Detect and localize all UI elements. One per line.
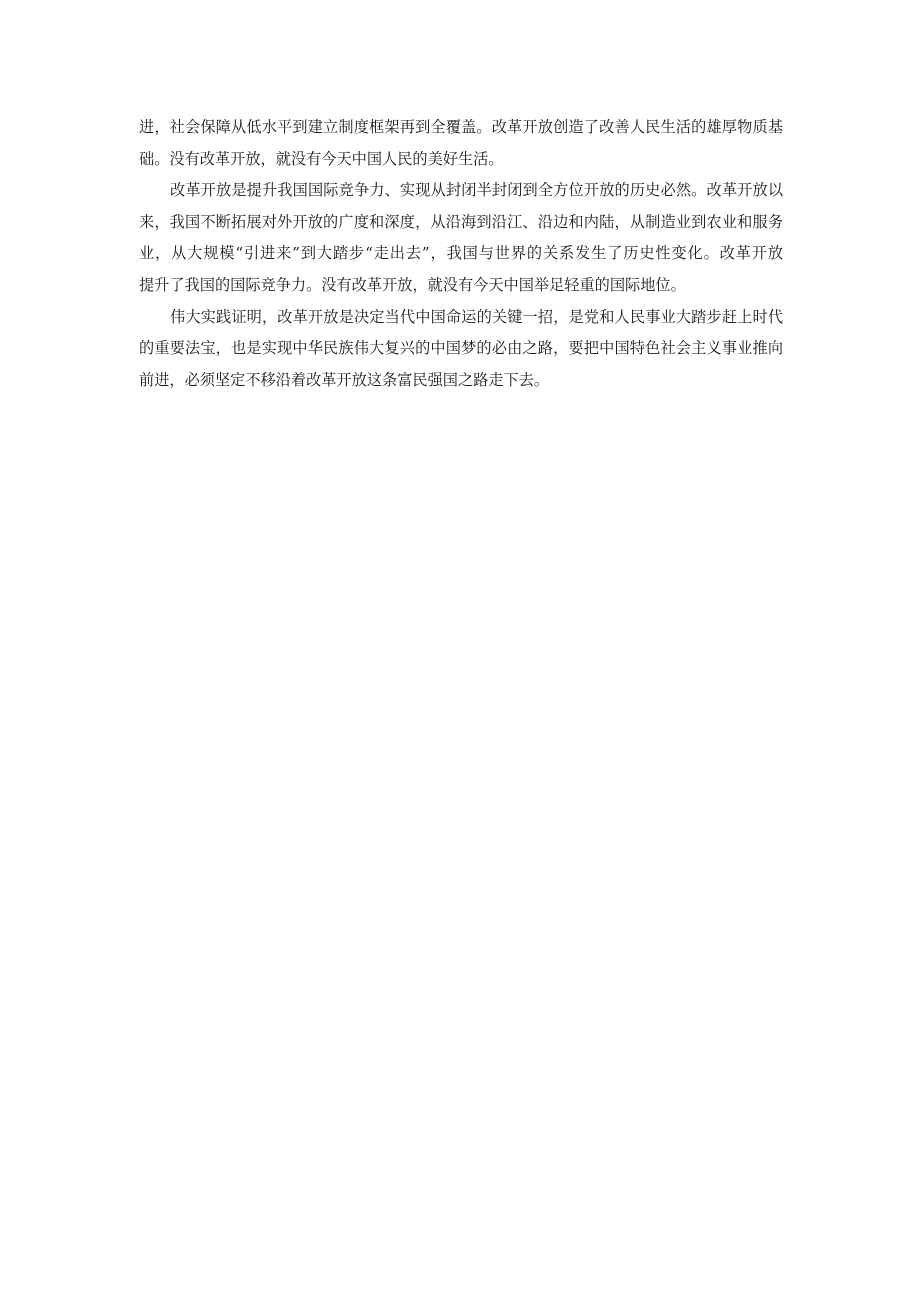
paragraph-3 — [139, 302, 783, 397]
text-line: 伟大实践证明，改革开放是决定当代中国命运的关键一招，是党和人民事业大踏步赶上时代 — [170, 307, 783, 326]
text-line: 改革开放是提升我国国际竞争力、实现从封闭半封闭到全方位开放的历史必然。改革开放以 — [170, 181, 783, 200]
paragraph-2 — [139, 175, 783, 301]
text-line: 进，社会保障从低水平到建立制度框架再到全覆盖。改革开放创造了改善人民生活的雄厚物质基 — [139, 118, 783, 136]
text-line: 提升了我国的国际竞争力。没有改革开放，就没有今天中国举足轻重的国际地位。 — [139, 275, 686, 294]
text-line: 础。没有改革开放，就没有今天中国人民的美好生活。 — [139, 149, 504, 168]
paragraph-1 — [139, 112, 783, 175]
text-line: 前进，必须坚定不移沿着改革开放这条富民强国之路走下去。 — [139, 370, 550, 389]
text-line: 业，从大规模“引进来”到大踏步“走出去”，我国与世界的关系发生了历史性变化。改革开放 — [139, 244, 783, 263]
text-line: 的重要法宝，也是实现中华民族伟大复兴的中国梦的必由之路，要把中国特色社会主义事业推向 — [139, 339, 783, 358]
body-text — [139, 112, 783, 396]
text-line: 来，我国不断拓展对外开放的广度和深度，从沿海到沿江、沿边和内陆，从制造业到农业和服务 — [139, 212, 783, 231]
